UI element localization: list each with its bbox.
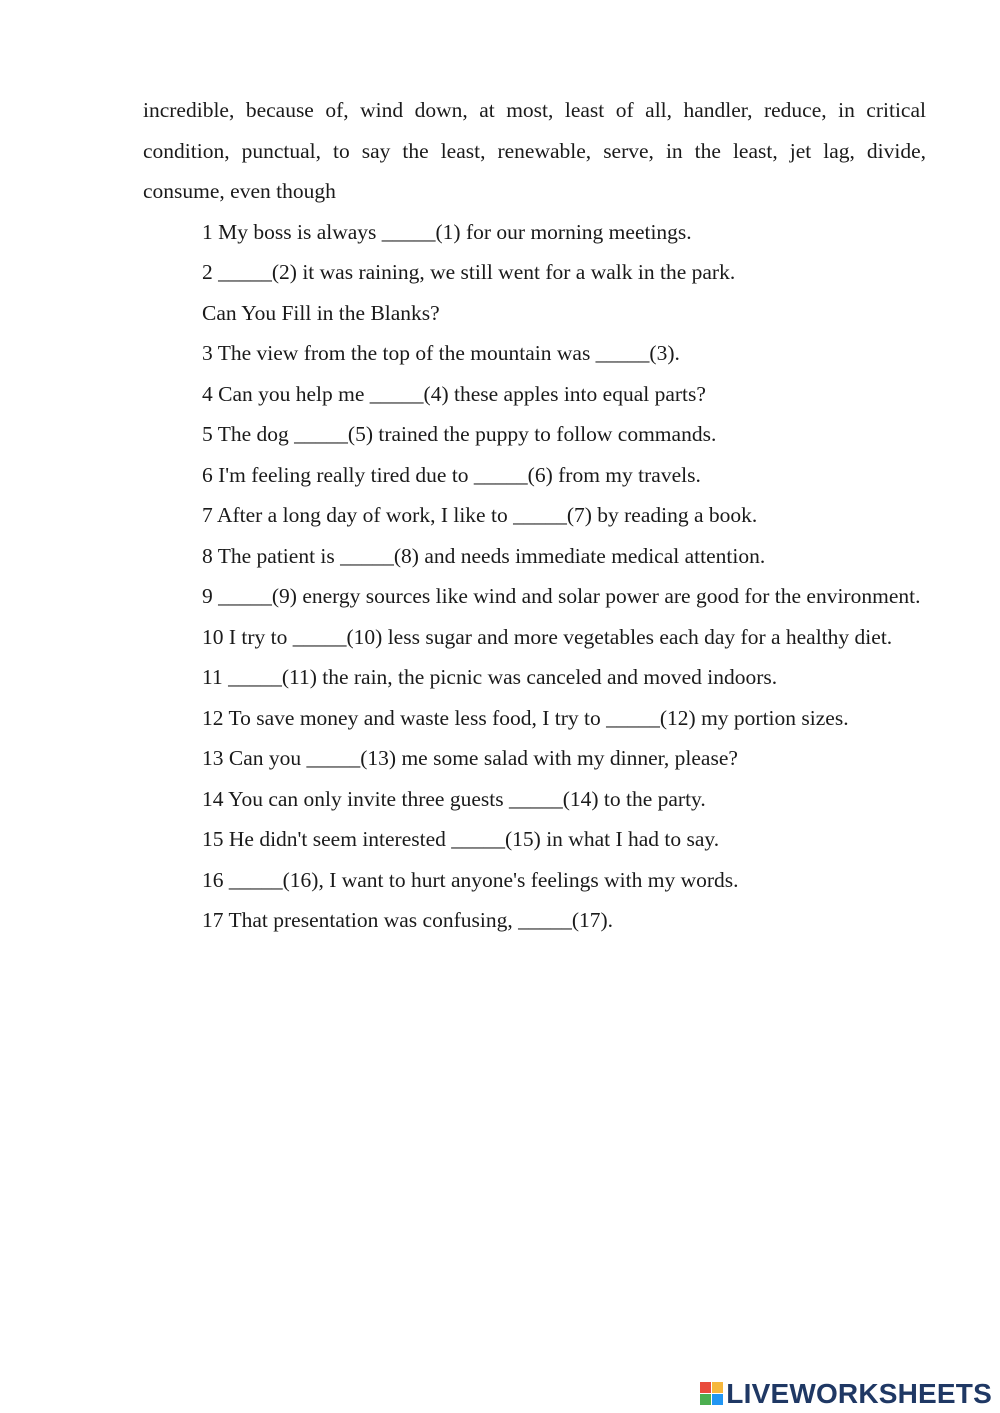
question-12: 12 To save money and waste less food, I try to _____(12) my portion sizes. [202, 705, 849, 730]
worksheet-text [143, 90, 926, 941]
liveworksheets-logo[interactable] [700, 1376, 992, 1412]
logo-square-green [700, 1394, 711, 1405]
question-6: 6 I'm feeling really tired due to _____(6) from my travels. [202, 462, 701, 487]
logo-square-red [700, 1382, 711, 1393]
word-bank: incredible, because of, wind down, at most, least of all, handler, reduce, in critical condition, punctual, to say the least, renewable, serve, in the least, jet lag, divide, consume, even though [143, 98, 926, 203]
question-9: 9 _____(9) energy sources like wind and solar power are good for the environment. [202, 584, 921, 608]
question-11: 11 _____(11) the rain, the picnic was canceled and moved indoors. [202, 665, 778, 689]
question-17: 17 That presentation was confusing, _____(17). [202, 908, 614, 932]
question-4: 4 Can you help me _____(4) these apples into equal parts? [202, 381, 706, 406]
question-3: 3 The view from the top of the mountain was _____(3). [202, 341, 680, 365]
question-15: 15 He didn't seem interested _____(15) in what I had to say. [202, 827, 720, 851]
logo-text: LIVEWORKSHEETS [726, 1378, 992, 1409]
question-7: 7 After a long day of work, I like to _____(7) by reading a book. [202, 503, 758, 527]
question-10: 10 I try to _____(10) less sugar and more vegetables each day for a healthy diet. [202, 624, 893, 649]
logo-mark-icon [700, 1382, 724, 1406]
logo-square-blue [712, 1394, 723, 1405]
question-5: 5 The dog _____(5) trained the puppy to follow commands. [202, 422, 717, 446]
question-8: 8 The patient is _____(8) and needs immediate medical attention. [202, 543, 766, 568]
question-2: 2 _____(2) it was raining, we still went for a walk in the park. [202, 260, 736, 284]
question-13: 13 Can you _____(13) me some salad with my dinner, please? [202, 746, 738, 770]
section-heading: Can You Fill in the Blanks? [202, 300, 440, 325]
question-16: 16 _____(16), I want to hurt anyone's feelings with my words. [202, 867, 739, 892]
question-14: 14 You can only invite three guests _____(14) to the party. [202, 786, 706, 811]
question-1: 1 My boss is always _____(1) for our morning meetings. [202, 219, 692, 244]
logo-square-yellow [712, 1382, 723, 1393]
